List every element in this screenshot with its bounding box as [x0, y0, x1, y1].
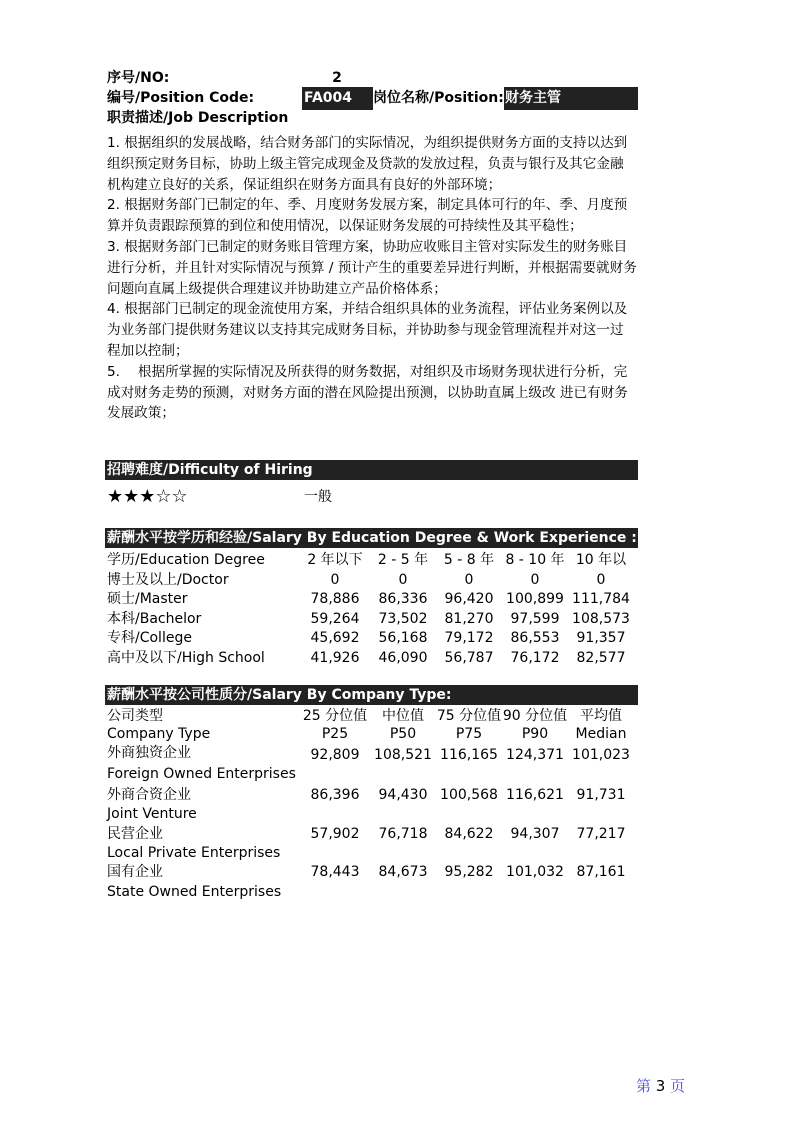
- table-cell: 79,172: [444, 630, 494, 646]
- row-label-cn: 外商独资企业: [107, 745, 191, 761]
- no-value: 2: [332, 70, 342, 86]
- table-cell: 92,809: [310, 747, 360, 763]
- job-description-body: [107, 133, 637, 424]
- column-header: 25 分位值: [302, 708, 368, 724]
- table-cell: 81,270: [444, 611, 494, 627]
- table-cell: 86,336: [378, 591, 428, 607]
- duty-item-4: 4. 根据部门已制定的现金流使用方案，并结合组织具体的业务流程，评估业务案例以及为业务部门提供财务建议以支持其完成财务目标，并协助参与现金管理流程并对这一过程加以控制；: [107, 301, 628, 359]
- table-row: [107, 649, 640, 669]
- table-cell: 94,430: [378, 787, 428, 803]
- table-cell: 76,172: [510, 650, 560, 666]
- table-cell: 100,568: [440, 787, 498, 803]
- table-cell: 0: [596, 572, 606, 588]
- duty-item-5: 5. 根据所掌握的实际情况及所获得的财务数据，对组织及市场财务现状进行分析，完成对财务走势的预测，对财务方面的潜在风险提出预测，以协助直属上级改 进已有财务发展政策；: [107, 363, 628, 422]
- row-label-en: Foreign Owned Enterprises: [107, 766, 296, 782]
- table-cell: 73,502: [378, 611, 428, 627]
- table-cell: 0: [330, 572, 340, 588]
- duty-item-2: 2. 根据财务部门已制定的年、季、月度财务发展方案，制定具体可行的年、季、月度预算并负责跟踪预算的到位和使用情况，以保证财务发展的可持续性及其平稳性；: [107, 197, 628, 235]
- table-row: [107, 590, 640, 610]
- table-cell: 78,443: [310, 864, 360, 880]
- table-cell: 86,396: [310, 787, 360, 803]
- row-label: 高中及以下/High School: [107, 650, 265, 666]
- table-cell: 57,902: [310, 826, 360, 842]
- table-row-sublabel: [107, 844, 640, 864]
- table-cell: 116,165: [440, 747, 498, 763]
- row-label-cn: 外商合资企业: [107, 787, 191, 803]
- table-cell: 101,023: [572, 747, 630, 763]
- row-label-en: Joint Venture: [107, 806, 197, 822]
- column-header: 75 分位值: [436, 708, 502, 724]
- table-cell: 46,090: [378, 650, 428, 666]
- table-cell: 0: [398, 572, 408, 588]
- table-row: [107, 863, 640, 883]
- table-cell: 91,731: [576, 787, 626, 803]
- column-header: P75: [455, 726, 483, 742]
- column-header: P90: [521, 726, 549, 742]
- education-header-label: 学历/Education Degree: [107, 552, 265, 568]
- column-header: 90 分位值: [502, 708, 568, 724]
- table-cell: 95,282: [444, 864, 494, 880]
- table-cell: 78,886: [310, 591, 360, 607]
- table-cell: 101,032: [506, 864, 564, 880]
- table-cell: 96,420: [444, 591, 494, 607]
- job-description-label: 职责描述/Job Description: [107, 110, 289, 126]
- row-label: 本科/Bachelor: [107, 611, 202, 627]
- difficulty-star-rating: ★★★☆☆: [107, 486, 188, 507]
- column-header: 平均值: [580, 708, 622, 724]
- table-row: [107, 571, 640, 591]
- column-header: 2 年以下: [307, 552, 363, 568]
- row-label-cn: 民营企业: [107, 826, 163, 842]
- company-type-header-cn: 公司类型: [107, 708, 163, 724]
- page-number: [636, 1075, 685, 1096]
- table-cell: 91,357: [576, 630, 626, 646]
- row-label-en: State Owned Enterprises: [107, 884, 282, 900]
- column-header: 10 年以: [575, 552, 627, 568]
- position-name-label: 岗位名称/Position:: [373, 90, 504, 106]
- difficulty-level-text: 一般: [304, 489, 332, 505]
- table-cell: 56,787: [444, 650, 494, 666]
- table-header-row: [107, 707, 640, 727]
- table-cell: 87,161: [576, 864, 626, 880]
- salary-education-section-header: 薪酬水平按学历和经验/Salary By Education Degree & Work Experience :: [107, 530, 637, 546]
- page-number-value: 3: [655, 1077, 666, 1095]
- table-cell: 0: [464, 572, 474, 588]
- table-cell: 82,577: [576, 650, 626, 666]
- column-header: 8 - 10 年: [505, 552, 565, 568]
- table-cell: 84,622: [444, 826, 494, 842]
- table-cell: 41,926: [310, 650, 360, 666]
- table-row-sublabel: [107, 805, 640, 825]
- column-header: 5 - 8 年: [443, 552, 495, 568]
- table-cell: 111,784: [572, 591, 630, 607]
- page-prefix: 第: [636, 1077, 652, 1095]
- salary-company-section-header: 薪酬水平按公司性质分/Salary By Company Type:: [105, 685, 638, 705]
- table-row-sublabel: [107, 765, 640, 785]
- table-header-row: [107, 725, 640, 745]
- table-row: [107, 786, 640, 806]
- table-cell: 108,573: [572, 611, 630, 627]
- table-cell: 86,553: [510, 630, 560, 646]
- column-header: P25: [321, 726, 349, 742]
- row-label: 硕士/Master: [107, 591, 188, 607]
- table-cell: 94,307: [510, 826, 560, 842]
- position-code-value: FA004: [302, 87, 373, 110]
- table-cell: 77,217: [576, 826, 626, 842]
- column-header: 2 - 5 年: [377, 552, 429, 568]
- table-row: [107, 744, 640, 764]
- row-label: 专科/College: [107, 630, 192, 646]
- table-cell: 76,718: [378, 826, 428, 842]
- duty-item-1: 1. 根据组织的发展战略，结合财务部门的实际情况，为组织提供财务方面的支持以达到组织预定财务目标，协助上级主管完成现金及贷款的发放过程，负责与银行及其它金融机构建立良好的关系，保证组织在财务方面具有良好的外部环境；: [107, 135, 628, 193]
- table-header-row: [107, 551, 640, 571]
- row-label-cn: 国有企业: [107, 864, 163, 880]
- table-row-sublabel: [107, 883, 640, 903]
- company-type-header-en: Company Type: [107, 726, 211, 742]
- table-row: [107, 629, 640, 649]
- no-label: 序号/NO:: [107, 70, 170, 86]
- column-header: 中位值: [382, 708, 424, 724]
- column-header: P50: [389, 726, 417, 742]
- table-cell: 100,899: [506, 591, 564, 607]
- table-row: [107, 610, 640, 630]
- table-cell: 45,692: [310, 630, 360, 646]
- table-cell: 97,599: [510, 611, 560, 627]
- table-cell: 56,168: [378, 630, 428, 646]
- row-label: 博士及以上/Doctor: [107, 572, 229, 588]
- page-suffix: 页: [670, 1077, 686, 1095]
- position-name-value: 财务主管: [504, 87, 638, 110]
- table-row: [107, 825, 640, 845]
- table-cell: 124,371: [506, 747, 564, 763]
- duty-item-3: 3. 根据财务部门已制定的财务账目管理方案，协助应收账目主管对实际发生的财务账目进行分析，并且针对实际情况与预算 / 预计产生的重要差异进行判断，并根据需要就财务问题向直属上级提供合理建议并协助建立产品价格体系；: [107, 238, 637, 297]
- table-cell: 59,264: [310, 611, 360, 627]
- table-cell: 0: [530, 572, 540, 588]
- row-label-en: Local Private Enterprises: [107, 845, 281, 861]
- table-cell: 84,673: [378, 864, 428, 880]
- difficulty-section-header: 招聘难度/Difficulty of Hiring: [105, 460, 638, 480]
- table-cell: 108,521: [374, 747, 432, 763]
- table-cell: 116,621: [506, 787, 564, 803]
- column-header: Median: [575, 726, 627, 742]
- position-code-label: 编号/Position Code:: [107, 90, 255, 106]
